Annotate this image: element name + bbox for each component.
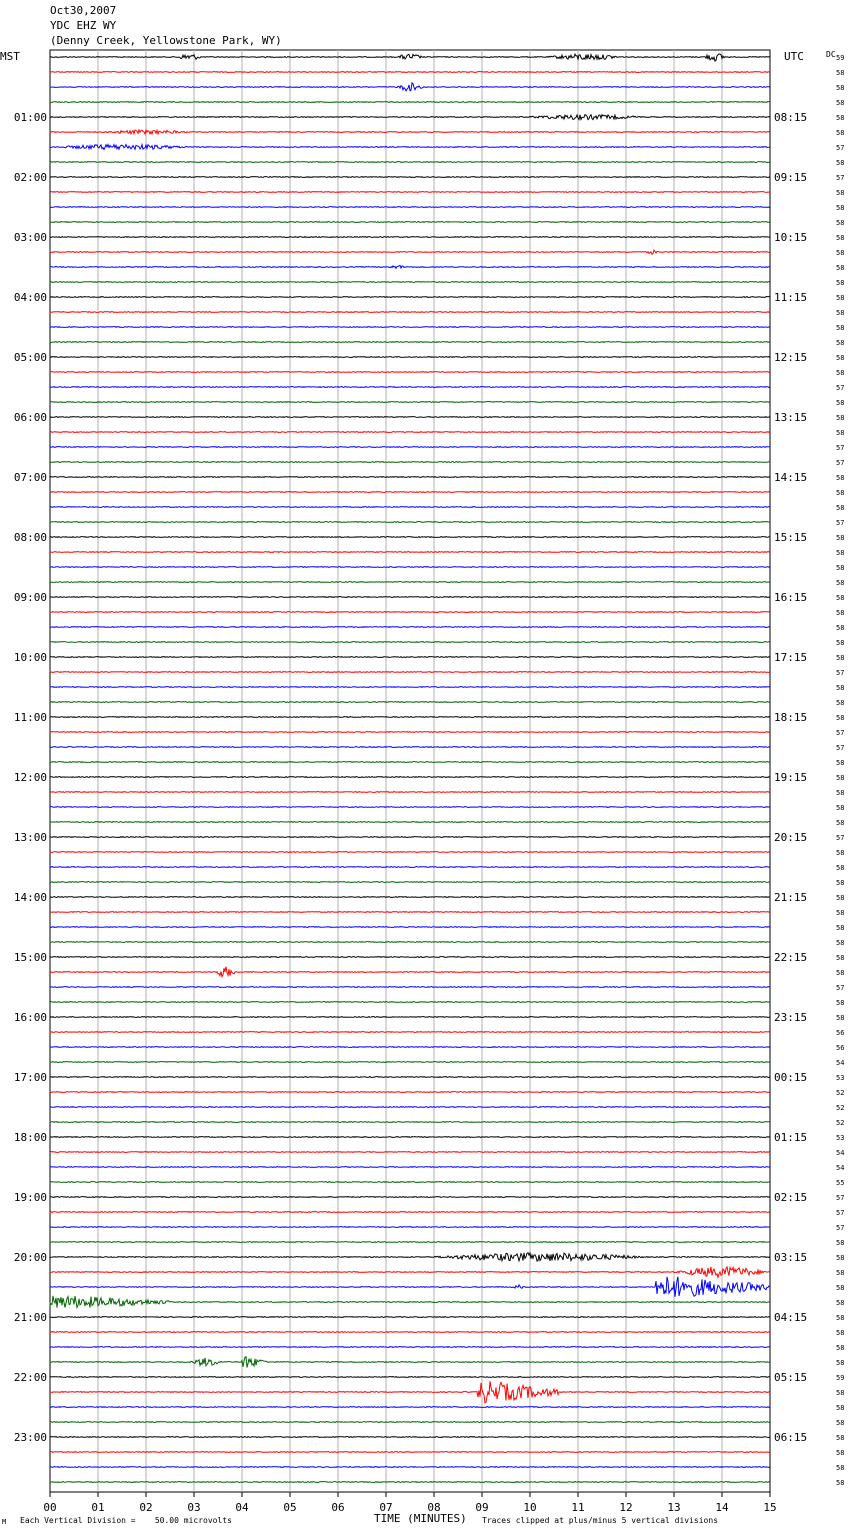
dc-offset-label: 56: [836, 1029, 845, 1037]
x-tick-label: 13: [667, 1501, 681, 1514]
utc-hour-label: 17:15: [774, 651, 808, 664]
dc-offset-label: 58: [836, 1359, 845, 1367]
dc-offset-label: 58: [836, 324, 845, 332]
mst-hour-label: 17:00: [13, 1071, 47, 1084]
dc-offset-label: 58: [836, 219, 845, 227]
dc-offset-label: 59: [836, 1374, 845, 1382]
trace-black: [50, 1253, 770, 1261]
trace-blue: [50, 145, 770, 150]
utc-hour-label: 22:15: [774, 951, 808, 964]
dc-offset-label: 58: [836, 819, 845, 827]
mst-hour-label: 21:00: [13, 1311, 47, 1324]
dc-offset-label: 58: [836, 69, 845, 77]
trace-red: [50, 1092, 770, 1093]
trace-black: [50, 417, 770, 418]
trace-red: [50, 1032, 770, 1033]
trace-green: [50, 162, 770, 163]
trace-red: [50, 552, 770, 553]
trace-black: [50, 537, 770, 538]
trace-blue: [50, 807, 770, 808]
dc-offset-label: 58: [836, 1329, 845, 1337]
x-tick-label: 07: [379, 1501, 393, 1514]
x-axis-title: TIME (MINUTES): [374, 1512, 467, 1525]
trace-red: [50, 1332, 770, 1333]
dc-offset-label: 58: [836, 249, 845, 257]
dc-offset-label: 58: [836, 849, 845, 857]
trace-green: [50, 102, 770, 103]
trace-red: [50, 1267, 770, 1277]
dc-offset-label: 52: [836, 1104, 845, 1112]
dc-offset-label: 58: [836, 234, 845, 242]
dc-offset-label: 57: [836, 1209, 845, 1217]
dc-offset-label: 57: [836, 459, 845, 467]
trace-black: [50, 357, 770, 358]
time-grid: [50, 50, 770, 1492]
trace-green: [50, 1002, 770, 1003]
dc-offset-label: 58: [836, 1014, 845, 1022]
dc-offset-label: 58: [836, 624, 845, 632]
trace-red: [50, 612, 770, 613]
trace-black: [50, 1197, 770, 1198]
mst-hour-label: 04:00: [13, 291, 47, 304]
clip-note: Traces clipped at plus/minus 5 vertical divisions: [482, 1516, 719, 1525]
trace-blue: [50, 867, 770, 868]
dc-offset-label: 55: [836, 1179, 845, 1187]
trace-red: [50, 372, 770, 373]
utc-hour-label: 05:15: [774, 1371, 808, 1384]
mst-hour-label: 16:00: [13, 1011, 47, 1024]
trace-black: [50, 1437, 770, 1438]
trace-black: [50, 177, 770, 178]
trace-blue: [50, 1407, 770, 1408]
dc-offset-label: 58: [836, 1239, 845, 1247]
utc-hour-label: 09:15: [774, 171, 808, 184]
dc-label: DC: [826, 50, 836, 59]
trace-black: [50, 54, 770, 61]
trace-red: [50, 250, 770, 254]
utc-hour-label: 00:15: [774, 1071, 808, 1084]
x-tick-label: 04: [235, 1501, 249, 1514]
dc-offset-label: 58: [836, 1284, 845, 1292]
trace-red: [50, 130, 770, 134]
trace-green: [50, 822, 770, 823]
trace-red: [50, 192, 770, 193]
utc-hour-label: 10:15: [774, 231, 808, 244]
trace-red: [50, 1452, 770, 1453]
dc-offset-label: 57: [836, 984, 845, 992]
dc-offset-label: 57: [836, 744, 845, 752]
x-tick-label: 15: [763, 1501, 777, 1514]
trace-red: [50, 1152, 770, 1153]
trace-blue: [50, 1347, 770, 1348]
trace-blue: [50, 1467, 770, 1468]
dc-offset-label: 53: [836, 1134, 845, 1142]
mst-hour-label: 20:00: [13, 1251, 47, 1264]
dc-offset-label: 58: [836, 354, 845, 362]
dc-offset-label: 58: [836, 924, 845, 932]
dc-offset-label: 58: [836, 699, 845, 707]
dc-offset-label: 58: [836, 789, 845, 797]
mst-hour-label: 01:00: [13, 111, 47, 124]
dc-offset-label: 58: [836, 114, 845, 122]
trace-green: [50, 1357, 770, 1368]
dc-offset-label: 58: [836, 279, 845, 287]
dc-offset-label: 58: [836, 1254, 845, 1262]
trace-blue: [50, 987, 770, 988]
trace-green: [50, 1422, 770, 1423]
trace-red: [50, 492, 770, 493]
trace-black: [50, 837, 770, 838]
utc-hour-label: 08:15: [774, 111, 808, 124]
dc-offset-label: 57: [836, 1224, 845, 1232]
x-tick-label: 09: [475, 1501, 489, 1514]
dc-offset-label: 57: [836, 144, 845, 152]
dc-offset-label: 58: [836, 579, 845, 587]
trace-green: [50, 942, 770, 943]
dc-offset-label: 57: [836, 444, 845, 452]
dc-offset-label: 58: [836, 879, 845, 887]
trace-black: [50, 1137, 770, 1138]
x-tick-label: 08: [427, 1501, 441, 1514]
trace-black: [50, 1377, 770, 1378]
trace-blue: [50, 927, 770, 928]
trace-black: [50, 1017, 770, 1018]
dc-offset-label: 58: [836, 564, 845, 572]
dc-offset-label: 54: [836, 1059, 845, 1067]
axis-labels: [14, 54, 845, 1514]
trace-blue: [50, 627, 770, 628]
trace-blue: [50, 687, 770, 688]
mst-hour-label: 02:00: [13, 171, 47, 184]
dc-offset-label: 58: [836, 84, 845, 92]
dc-offset-label: 58: [836, 714, 845, 722]
trace-green: [50, 1182, 770, 1183]
dc-offset-label: 52: [836, 1119, 845, 1127]
trace-black: [50, 477, 770, 478]
trace-black: [50, 777, 770, 778]
corner-mark: M: [2, 1518, 7, 1526]
trace-blue: [50, 447, 770, 448]
dc-offset-label: 56: [836, 1044, 845, 1052]
utc-hour-label: 23:15: [774, 1011, 808, 1024]
dc-offset-label: 58: [836, 999, 845, 1007]
trace-green: [50, 882, 770, 883]
mst-hour-label: 06:00: [13, 411, 47, 424]
mst-hour-label: 14:00: [13, 891, 47, 904]
x-tick-label: 01: [91, 1501, 105, 1514]
dc-offset-label: 58: [836, 609, 845, 617]
dc-offset-label: 58: [836, 309, 845, 317]
dc-offset-label: 58: [836, 759, 845, 767]
mst-hour-label: 09:00: [13, 591, 47, 604]
dc-offset-label: 58: [836, 969, 845, 977]
station-label: YDC EHZ WY: [50, 19, 117, 32]
trace-red: [50, 312, 770, 313]
mst-hour-label: 07:00: [13, 471, 47, 484]
plot-frame: [50, 50, 770, 1492]
dc-offset-label: 58: [836, 549, 845, 557]
dc-offset-label: 58: [836, 339, 845, 347]
location-label: (Denny Creek, Yellowstone Park, WY): [50, 34, 282, 47]
dc-offset-label: 58: [836, 204, 845, 212]
dc-offset-label: 58: [836, 414, 845, 422]
dc-offset-label: 58: [836, 1419, 845, 1427]
utc-hour-label: 02:15: [774, 1191, 808, 1204]
trace-green: [50, 1482, 770, 1483]
dc-offset-label: 58: [836, 429, 845, 437]
dc-offset-label: 58: [836, 804, 845, 812]
dc-offset-label: 58: [836, 594, 845, 602]
dc-offset-label: 58: [836, 264, 845, 272]
x-tick-label: 03: [187, 1501, 201, 1514]
dc-offset-label: 58: [836, 129, 845, 137]
mst-hour-label: 11:00: [13, 711, 47, 724]
mst-hour-label: 22:00: [13, 1371, 47, 1384]
x-tick-label: 05: [283, 1501, 297, 1514]
dc-offset-label: 58: [836, 654, 845, 662]
dc-offset-label: 58: [836, 1299, 845, 1307]
dc-offset-label: 58: [836, 474, 845, 482]
mst-hour-label: 19:00: [13, 1191, 47, 1204]
trace-green: [50, 342, 770, 343]
trace-green: [50, 1296, 770, 1308]
trace-green: [50, 522, 770, 523]
trace-red: [50, 912, 770, 913]
dc-offset-label: 54: [836, 1164, 845, 1172]
trace-red: [50, 1212, 770, 1213]
trace-blue: [50, 1227, 770, 1228]
trace-green: [50, 582, 770, 583]
mst-hour-label: 05:00: [13, 351, 47, 364]
trace-black: [50, 717, 770, 718]
dc-offset-label: 57: [836, 519, 845, 527]
utc-hour-label: 01:15: [774, 1131, 808, 1144]
mst-hour-label: 23:00: [13, 1431, 47, 1444]
mst-axis-label: MST: [0, 50, 20, 63]
dc-offset-label: 52: [836, 1089, 845, 1097]
x-tick-label: 06: [331, 1501, 345, 1514]
trace-red: [50, 432, 770, 433]
trace-blue: [50, 327, 770, 328]
mst-hour-label: 10:00: [13, 651, 47, 664]
dc-offset-label: 58: [836, 639, 845, 647]
dc-offset-label: 58: [836, 1464, 845, 1472]
trace-blue: [50, 1047, 770, 1048]
dc-offset-label: 58: [836, 864, 845, 872]
dc-offset-label: 58: [836, 159, 845, 167]
utc-hour-label: 16:15: [774, 591, 808, 604]
trace-black: [50, 657, 770, 658]
mst-hour-label: 12:00: [13, 771, 47, 784]
mst-hour-label: 15:00: [13, 951, 47, 964]
utc-hour-label: 13:15: [774, 411, 808, 424]
trace-blue: [50, 1277, 770, 1297]
dc-offset-label: 57: [836, 669, 845, 677]
dc-offset-label: 58: [836, 189, 845, 197]
trace-green: [50, 462, 770, 463]
seismic-traces: [50, 54, 770, 1483]
dc-offset-label: 58: [836, 954, 845, 962]
dc-offset-label: 58: [836, 294, 845, 302]
trace-red: [50, 672, 770, 673]
dc-offset-label: 58: [836, 504, 845, 512]
dc-offset-label: 58: [836, 369, 845, 377]
trace-blue: [50, 207, 770, 208]
scale-note: Each Vertical Division = 50.00 microvolts: [20, 1516, 232, 1525]
trace-black: [50, 597, 770, 598]
trace-red: [50, 852, 770, 853]
utc-hour-label: 15:15: [774, 531, 808, 544]
trace-blue: [50, 83, 770, 91]
dc-offset-label: 57: [836, 174, 845, 182]
x-tick-label: 02: [139, 1501, 153, 1514]
dc-offset-label: 57: [836, 834, 845, 842]
trace-green: [50, 702, 770, 703]
dc-offset-label: 58: [836, 99, 845, 107]
dc-offset-label: 54: [836, 1149, 845, 1157]
dc-offset-label: 58: [836, 399, 845, 407]
trace-blue: [50, 1167, 770, 1168]
trace-black: [50, 1077, 770, 1078]
trace-red: [50, 1381, 770, 1403]
trace-green: [50, 762, 770, 763]
dc-offset-label: 58: [836, 1269, 845, 1277]
utc-hour-label: 14:15: [774, 471, 808, 484]
dc-offset-label: 58: [836, 1344, 845, 1352]
dc-offset-label: 58: [836, 534, 845, 542]
dc-offset-label: 58: [836, 909, 845, 917]
trace-green: [50, 402, 770, 403]
utc-hour-label: 21:15: [774, 891, 808, 904]
dc-offset-label: 59: [836, 54, 845, 62]
date-label: Oct30,2007: [50, 4, 117, 17]
utc-hour-label: 06:15: [774, 1431, 808, 1444]
dc-offset-label: 57: [836, 729, 845, 737]
trace-green: [50, 222, 770, 223]
dc-offset-label: 58: [836, 1434, 845, 1442]
trace-black: [50, 897, 770, 898]
trace-black: [50, 1317, 770, 1318]
mst-hour-label: 18:00: [13, 1131, 47, 1144]
trace-red: [50, 967, 770, 977]
utc-hour-label: 11:15: [774, 291, 808, 304]
trace-red: [50, 732, 770, 733]
utc-hour-label: 04:15: [774, 1311, 808, 1324]
x-tick-label: 00: [43, 1501, 57, 1514]
dc-offset-label: 58: [836, 774, 845, 782]
trace-black: [50, 237, 770, 238]
utc-hour-label: 03:15: [774, 1251, 808, 1264]
utc-axis-label: UTC: [784, 50, 804, 63]
dc-offset-label: 58: [836, 939, 845, 947]
trace-black: [50, 297, 770, 298]
dc-offset-label: 58: [836, 1389, 845, 1397]
dc-offset-label: 58: [836, 894, 845, 902]
utc-hour-label: 20:15: [774, 831, 808, 844]
x-tick-label: 11: [571, 1501, 585, 1514]
trace-blue: [50, 1107, 770, 1108]
trace-blue: [50, 387, 770, 388]
mst-hour-label: 13:00: [13, 831, 47, 844]
dc-offset-label: 58: [836, 1449, 845, 1457]
trace-blue: [50, 265, 770, 268]
dc-offset-label: 57: [836, 1194, 845, 1202]
dc-offset-label: 53: [836, 1074, 845, 1082]
mst-hour-label: 08:00: [13, 531, 47, 544]
trace-red: [50, 792, 770, 793]
dc-offset-label: 58: [836, 1479, 845, 1487]
x-tick-label: 10: [523, 1501, 537, 1514]
utc-hour-label: 12:15: [774, 351, 808, 364]
trace-blue: [50, 507, 770, 508]
trace-green: [50, 1122, 770, 1123]
trace-black: [50, 957, 770, 958]
trace-green: [50, 642, 770, 643]
trace-green: [50, 1242, 770, 1243]
x-tick-label: 14: [715, 1501, 729, 1514]
trace-green: [50, 1062, 770, 1063]
trace-red: [50, 72, 770, 73]
dc-offset-label: 58: [836, 684, 845, 692]
trace-green: [50, 282, 770, 283]
dc-offset-label: 57: [836, 384, 845, 392]
trace-blue: [50, 567, 770, 568]
utc-hour-label: 18:15: [774, 711, 808, 724]
mst-hour-label: 03:00: [13, 231, 47, 244]
dc-offset-label: 58: [836, 1314, 845, 1322]
dc-offset-label: 58: [836, 1404, 845, 1412]
utc-hour-label: 19:15: [774, 771, 808, 784]
dc-offset-label: 58: [836, 489, 845, 497]
trace-black: [50, 115, 770, 120]
trace-blue: [50, 747, 770, 748]
x-tick-label: 12: [619, 1501, 633, 1514]
